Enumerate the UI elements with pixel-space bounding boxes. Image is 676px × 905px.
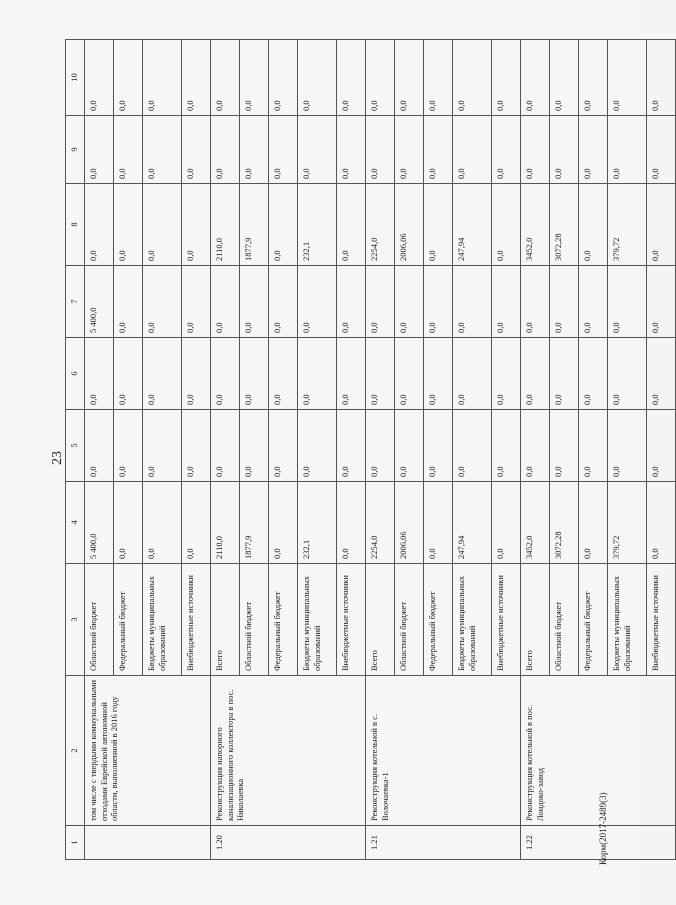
amount-cell: 3072,28 bbox=[550, 184, 579, 266]
amount-cell: 0,0 bbox=[550, 338, 579, 410]
amount-cell: 0,0 bbox=[240, 410, 269, 482]
amount-cell: 0,0 bbox=[492, 482, 521, 564]
amount-cell: 0,0 bbox=[424, 410, 453, 482]
amount-cell: 0,0 bbox=[298, 338, 337, 410]
funding-source-cell: Внебюджетные источники bbox=[647, 564, 676, 676]
amount-cell: 0,0 bbox=[424, 116, 453, 184]
amount-cell: 0,0 bbox=[366, 338, 395, 410]
amount-cell: 0,0 bbox=[492, 266, 521, 338]
amount-cell: 0,0 bbox=[114, 184, 143, 266]
amount-cell: 1877,9 bbox=[240, 482, 269, 564]
column-number: 1 bbox=[66, 826, 85, 860]
amount-cell: 0,0 bbox=[240, 40, 269, 116]
amount-cell: 0,0 bbox=[298, 410, 337, 482]
amount-cell: 0,0 bbox=[608, 40, 647, 116]
amount-cell: 0,0 bbox=[424, 338, 453, 410]
column-number: 9 bbox=[66, 116, 85, 184]
amount-cell: 0,0 bbox=[143, 184, 182, 266]
amount-cell: 0,0 bbox=[579, 266, 608, 338]
funding-source-cell: Всего bbox=[211, 564, 240, 676]
amount-cell: 0,0 bbox=[395, 266, 424, 338]
amount-cell: 0,0 bbox=[395, 410, 424, 482]
amount-cell: 0,0 bbox=[647, 338, 676, 410]
amount-cell: 0,0 bbox=[521, 116, 550, 184]
column-number: 2 bbox=[66, 676, 85, 826]
amount-cell: 2254,0 bbox=[366, 184, 395, 266]
amount-cell: 0,0 bbox=[453, 338, 492, 410]
amount-cell: 0,0 bbox=[579, 40, 608, 116]
funding-source-cell: Бюджеты муниципальных образований bbox=[298, 564, 337, 676]
amount-cell: 0,0 bbox=[240, 116, 269, 184]
item-description-cell: том числе с твердыми коммунальными отходами Еврейской автономной области, выполненной в 2016 году bbox=[85, 676, 211, 826]
funding-source-cell: Федеральный бюджет bbox=[424, 564, 453, 676]
amount-cell: 0,0 bbox=[337, 482, 366, 564]
amount-cell: 0,0 bbox=[366, 40, 395, 116]
amount-cell: 0,0 bbox=[143, 482, 182, 564]
amount-cell: 0,0 bbox=[424, 482, 453, 564]
funding-source-cell: Бюджеты муниципальных образований bbox=[608, 564, 647, 676]
amount-cell: 0,0 bbox=[550, 116, 579, 184]
amount-cell: 0,0 bbox=[424, 40, 453, 116]
item-description-cell: Реконструкция котельной в с. Волочаевка-1 bbox=[366, 676, 521, 826]
amount-cell: 0,0 bbox=[182, 410, 211, 482]
amount-cell: 1877,9 bbox=[240, 184, 269, 266]
item-number-cell bbox=[85, 826, 211, 860]
amount-cell: 3452,0 bbox=[521, 184, 550, 266]
amount-cell: 0,0 bbox=[269, 184, 298, 266]
amount-cell: 0,0 bbox=[143, 410, 182, 482]
amount-cell: 0,0 bbox=[453, 266, 492, 338]
funding-source-cell: Внебюджетные источники bbox=[337, 564, 366, 676]
amount-cell: 379,72 bbox=[608, 482, 647, 564]
amount-cell: 0,0 bbox=[579, 184, 608, 266]
amount-cell: 247,94 bbox=[453, 482, 492, 564]
amount-cell: 0,0 bbox=[608, 266, 647, 338]
funding-source-cell: Областной бюджет bbox=[85, 564, 114, 676]
funding-source-cell: Областной бюджет bbox=[240, 564, 269, 676]
amount-cell: 2006,06 bbox=[395, 184, 424, 266]
amount-cell: 0,0 bbox=[337, 338, 366, 410]
amount-cell: 0,0 bbox=[492, 184, 521, 266]
amount-cell: 0,0 bbox=[298, 40, 337, 116]
amount-cell: 0,0 bbox=[521, 266, 550, 338]
budget-table bbox=[65, 39, 676, 860]
amount-cell: 0,0 bbox=[492, 116, 521, 184]
amount-cell: 0,0 bbox=[521, 338, 550, 410]
amount-cell: 0,0 bbox=[114, 410, 143, 482]
amount-cell: 0,0 bbox=[453, 40, 492, 116]
amount-cell: 0,0 bbox=[492, 338, 521, 410]
amount-cell: 0,0 bbox=[85, 116, 114, 184]
amount-cell: 0,0 bbox=[143, 116, 182, 184]
item-number-cell: 1.20 bbox=[211, 826, 366, 860]
amount-cell: 0,0 bbox=[521, 40, 550, 116]
amount-cell: 0,0 bbox=[550, 40, 579, 116]
amount-cell: 0,0 bbox=[337, 410, 366, 482]
amount-cell: 247,94 bbox=[453, 184, 492, 266]
table-row bbox=[85, 40, 114, 860]
amount-cell: 0,0 bbox=[182, 184, 211, 266]
funding-source-cell: Федеральный бюджет bbox=[269, 564, 298, 676]
amount-cell: 0,0 bbox=[182, 338, 211, 410]
amount-cell: 232,1 bbox=[298, 184, 337, 266]
column-number: 5 bbox=[66, 410, 85, 482]
amount-cell: 0,0 bbox=[211, 410, 240, 482]
amount-cell: 0,0 bbox=[521, 410, 550, 482]
amount-cell: 0,0 bbox=[114, 40, 143, 116]
table-row bbox=[211, 40, 240, 860]
amount-cell: 0,0 bbox=[85, 410, 114, 482]
amount-cell: 0,0 bbox=[269, 40, 298, 116]
amount-cell: 0,0 bbox=[647, 40, 676, 116]
amount-cell: 0,0 bbox=[85, 40, 114, 116]
amount-cell: 2254,0 bbox=[366, 482, 395, 564]
amount-cell: 0,0 bbox=[424, 266, 453, 338]
amount-cell: 0,0 bbox=[337, 184, 366, 266]
amount-cell: 0,0 bbox=[269, 116, 298, 184]
table-row bbox=[366, 40, 395, 860]
amount-cell: 0,0 bbox=[298, 116, 337, 184]
amount-cell: 0,0 bbox=[647, 410, 676, 482]
item-number-cell: 1.22 bbox=[521, 826, 676, 860]
column-number: 3 bbox=[66, 564, 85, 676]
funding-source-cell: Внебюджетные источники bbox=[492, 564, 521, 676]
funding-source-cell: Внебюджетные источники bbox=[182, 564, 211, 676]
amount-cell: 0,0 bbox=[550, 410, 579, 482]
column-number: 8 bbox=[66, 184, 85, 266]
amount-cell: 0,0 bbox=[366, 410, 395, 482]
funding-source-cell: Бюджеты муниципальных образований bbox=[453, 564, 492, 676]
amount-cell: 0,0 bbox=[182, 116, 211, 184]
amount-cell: 0,0 bbox=[492, 410, 521, 482]
amount-cell: 0,0 bbox=[240, 338, 269, 410]
amount-cell: 0,0 bbox=[114, 338, 143, 410]
amount-cell: 0,0 bbox=[337, 40, 366, 116]
amount-cell: 0,0 bbox=[269, 266, 298, 338]
table-row bbox=[521, 40, 550, 860]
amount-cell: 0,0 bbox=[269, 338, 298, 410]
amount-cell: 0,0 bbox=[182, 40, 211, 116]
amount-cell: 0,0 bbox=[337, 266, 366, 338]
column-number: 6 bbox=[66, 338, 85, 410]
funding-source-cell: Областной бюджет bbox=[395, 564, 424, 676]
amount-cell: 0,0 bbox=[143, 338, 182, 410]
amount-cell: 0,0 bbox=[114, 116, 143, 184]
funding-source-cell: Бюджеты муниципальных образований bbox=[143, 564, 182, 676]
amount-cell: 0,0 bbox=[453, 410, 492, 482]
funding-source-cell: Всего bbox=[366, 564, 395, 676]
item-description-cell: Реконструкция напорного канализационного коллектора в пос. Николаевка bbox=[211, 676, 366, 826]
amount-cell: 0,0 bbox=[85, 184, 114, 266]
amount-cell: 0,0 bbox=[608, 410, 647, 482]
funding-source-cell: Всего bbox=[521, 564, 550, 676]
amount-cell: 0,0 bbox=[211, 40, 240, 116]
amount-cell: 0,0 bbox=[453, 116, 492, 184]
amount-cell: 0,0 bbox=[269, 410, 298, 482]
amount-cell: 0,0 bbox=[143, 266, 182, 338]
amount-cell: 2110,0 bbox=[211, 482, 240, 564]
amount-cell: 0,0 bbox=[114, 266, 143, 338]
amount-cell: 0,0 bbox=[395, 40, 424, 116]
funding-source-cell: Федеральный бюджет bbox=[114, 564, 143, 676]
amount-cell: 0,0 bbox=[337, 116, 366, 184]
page-number: 23 bbox=[50, 451, 65, 465]
amount-cell: 0,0 bbox=[647, 116, 676, 184]
amount-cell: 232,1 bbox=[298, 482, 337, 564]
amount-cell: 0,0 bbox=[550, 266, 579, 338]
column-number: 7 bbox=[66, 266, 85, 338]
amount-cell: 0,0 bbox=[211, 338, 240, 410]
amount-cell: 0,0 bbox=[366, 266, 395, 338]
amount-cell: 0,0 bbox=[647, 482, 676, 564]
amount-cell: 0,0 bbox=[579, 338, 608, 410]
amount-cell: 0,0 bbox=[182, 482, 211, 564]
column-number-row bbox=[66, 40, 85, 860]
item-description-cell: Реконструкция котельной в пос. Лондоко-завод bbox=[521, 676, 676, 826]
amount-cell: 3452,0 bbox=[521, 482, 550, 564]
funding-source-cell: Областной бюджет bbox=[550, 564, 579, 676]
amount-cell: 0,0 bbox=[647, 184, 676, 266]
amount-cell: 0,0 bbox=[85, 338, 114, 410]
amount-cell: 0,0 bbox=[424, 184, 453, 266]
amount-cell: 3072,28 bbox=[550, 482, 579, 564]
amount-cell: 0,0 bbox=[114, 482, 143, 564]
amount-cell: 2110,0 bbox=[211, 184, 240, 266]
amount-cell: 379,72 bbox=[608, 184, 647, 266]
amount-cell: 0,0 bbox=[182, 266, 211, 338]
amount-cell: 5 400,0 bbox=[85, 482, 114, 564]
amount-cell: 0,0 bbox=[143, 40, 182, 116]
funding-source-cell: Федеральный бюджет bbox=[579, 564, 608, 676]
column-number: 10 bbox=[66, 40, 85, 116]
column-number: 4 bbox=[66, 482, 85, 564]
amount-cell: 2006,06 bbox=[395, 482, 424, 564]
amount-cell: 0,0 bbox=[240, 266, 269, 338]
amount-cell: 0,0 bbox=[647, 266, 676, 338]
amount-cell: 0,0 bbox=[395, 338, 424, 410]
item-number-cell: 1.21 bbox=[366, 826, 521, 860]
amount-cell: 0,0 bbox=[211, 116, 240, 184]
amount-cell: 5 400,0 bbox=[85, 266, 114, 338]
amount-cell: 0,0 bbox=[366, 116, 395, 184]
amount-cell: 0,0 bbox=[492, 40, 521, 116]
amount-cell: 0,0 bbox=[608, 116, 647, 184]
amount-cell: 0,0 bbox=[579, 116, 608, 184]
amount-cell: 0,0 bbox=[579, 410, 608, 482]
amount-cell: 0,0 bbox=[579, 482, 608, 564]
amount-cell: 0,0 bbox=[395, 116, 424, 184]
amount-cell: 0,0 bbox=[608, 338, 647, 410]
amount-cell: 0,0 bbox=[298, 266, 337, 338]
amount-cell: 0,0 bbox=[211, 266, 240, 338]
document-code: Корм(2017-2489(3) bbox=[598, 792, 608, 865]
amount-cell: 0,0 bbox=[269, 482, 298, 564]
